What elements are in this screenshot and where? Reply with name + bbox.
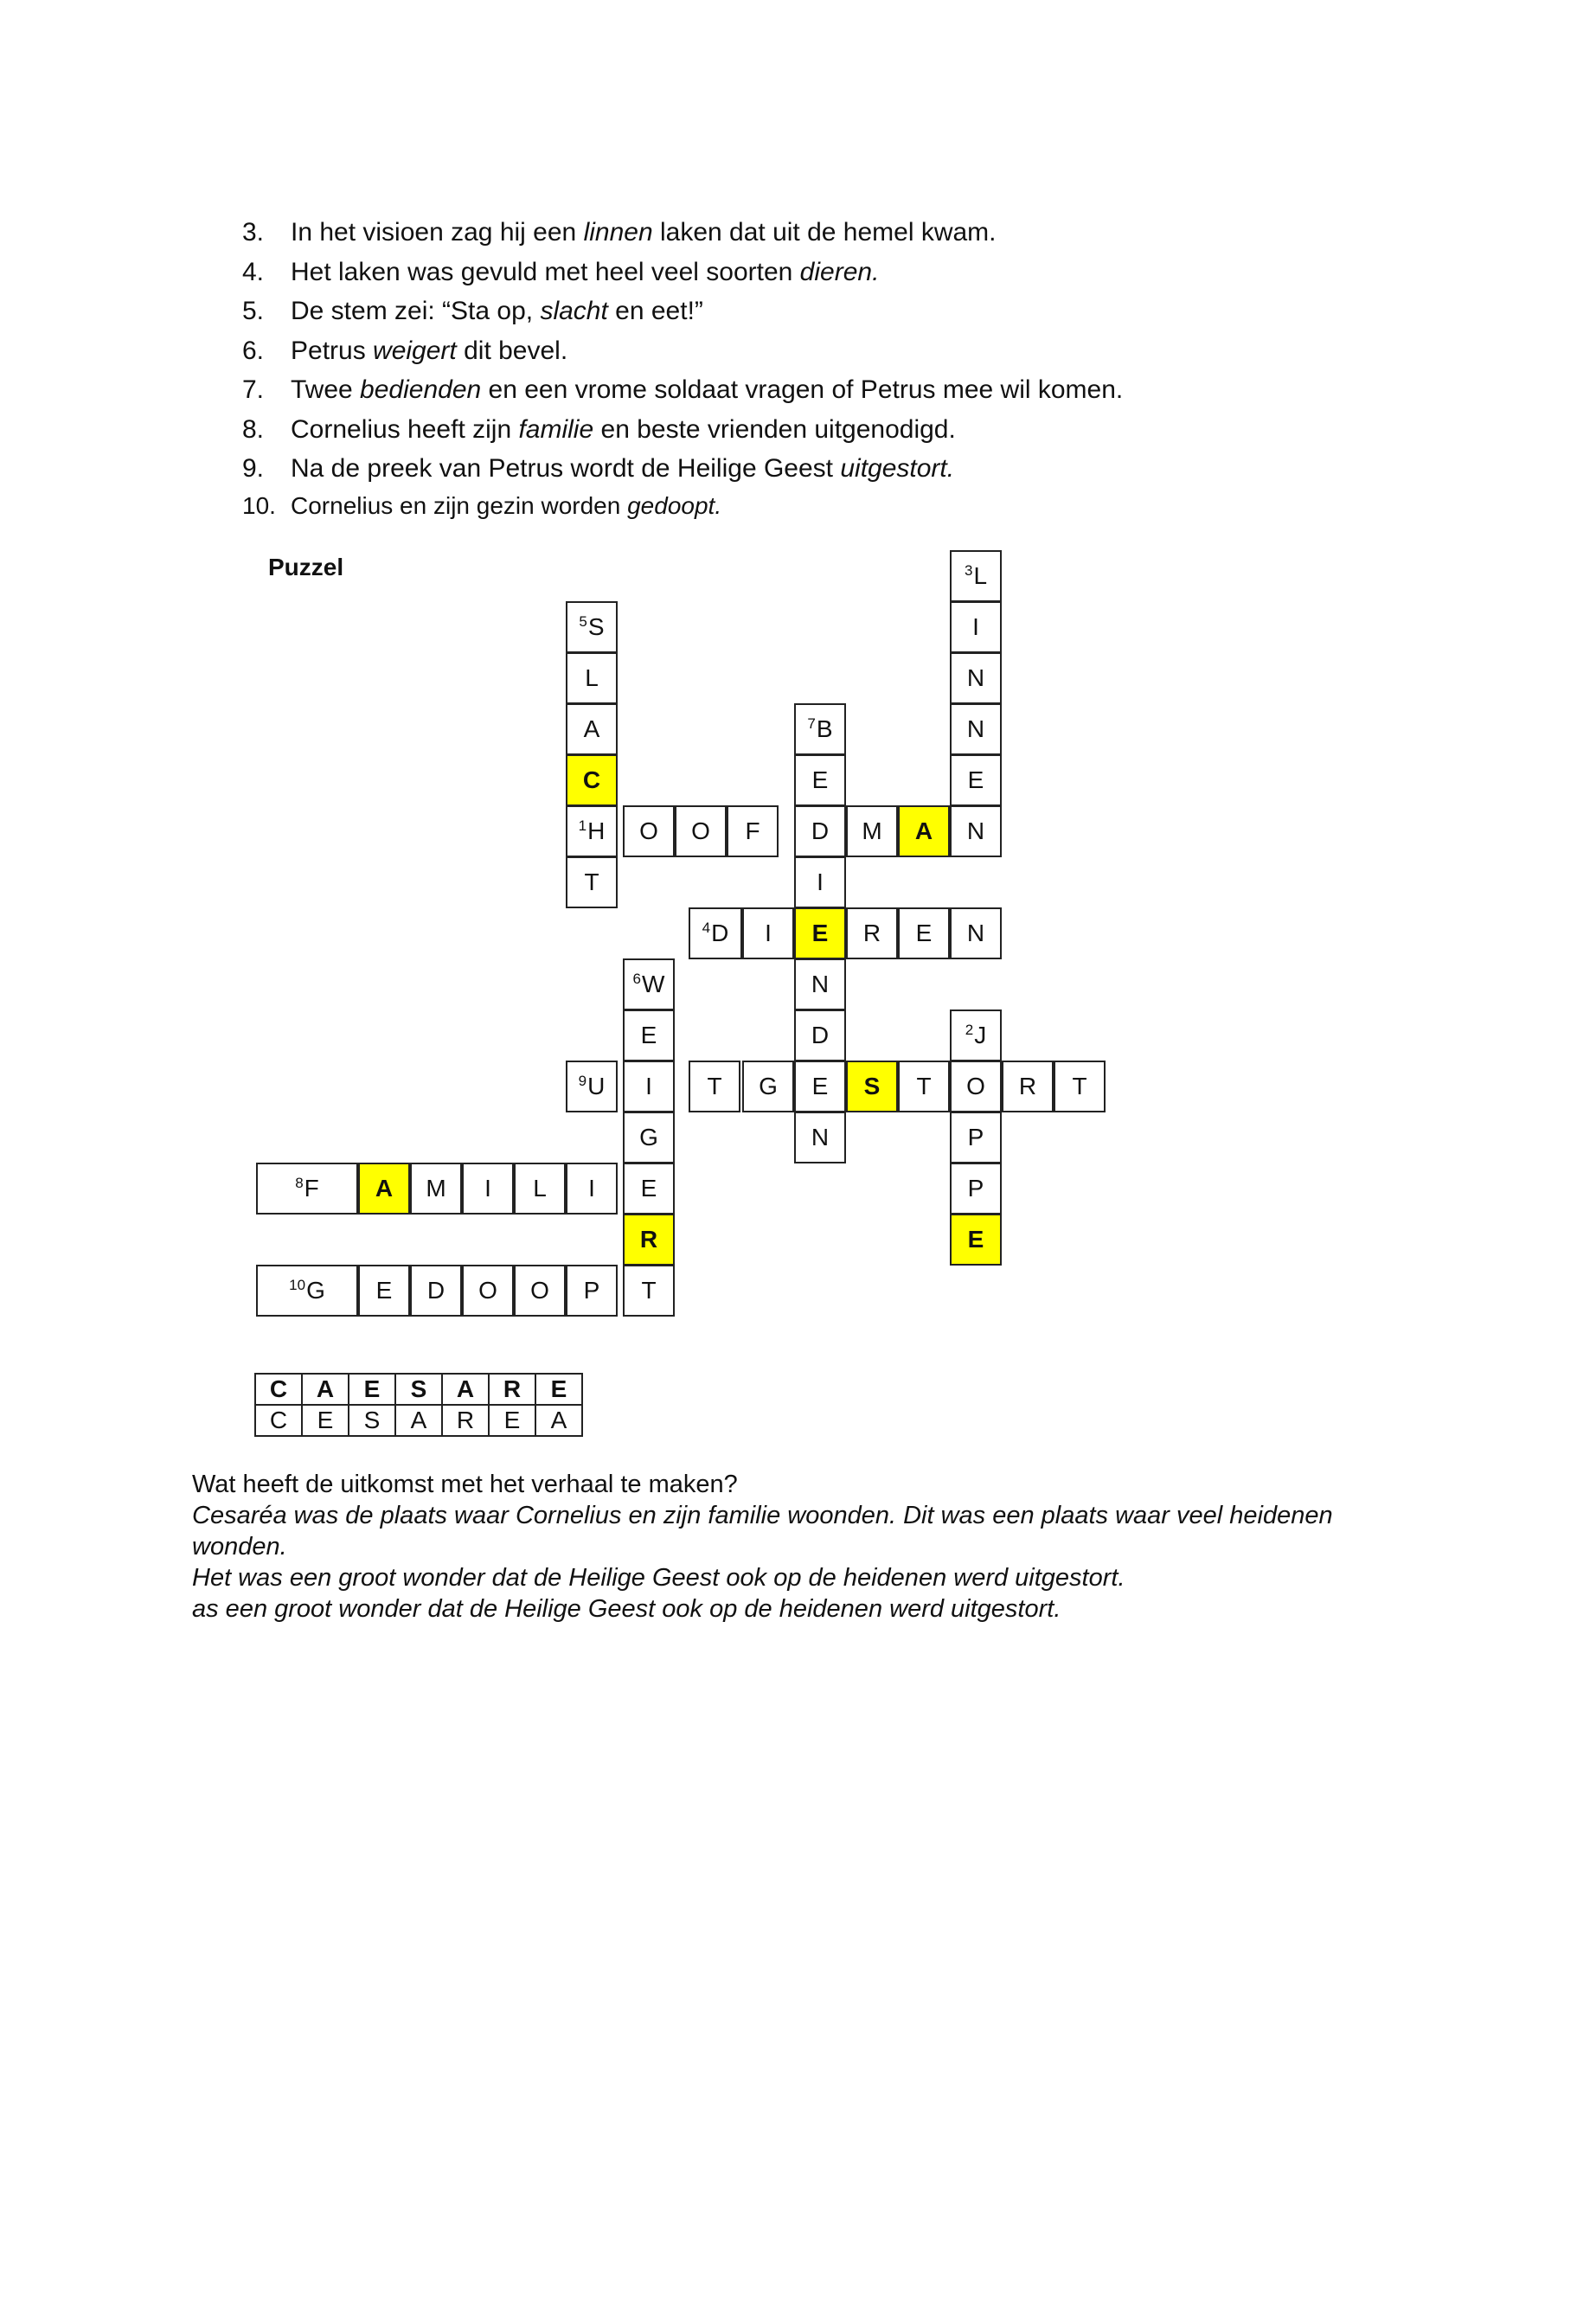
cell-letter: D — [426, 1277, 445, 1304]
crossword-cell — [727, 805, 779, 857]
crossword-cell — [794, 1112, 846, 1163]
crossword-cell — [950, 805, 1002, 857]
cell-letter: L — [533, 1175, 547, 1202]
clue-item: 4. Het laken was gevuld met heel veel soorten dieren. — [242, 257, 880, 286]
crossword-cell — [794, 805, 846, 857]
cell-letter: T — [641, 1277, 657, 1304]
cell-letter: M — [862, 817, 882, 844]
crossword-cell — [410, 1265, 462, 1317]
cell-letter: D — [811, 817, 830, 844]
crossword-cell — [514, 1163, 566, 1215]
cell-letter: B — [816, 715, 833, 742]
crossword-cell — [675, 805, 727, 857]
crossword-cell — [846, 1061, 898, 1112]
crossword-cell — [623, 1163, 675, 1215]
answer-letter: A — [395, 1405, 442, 1436]
answer-letter: A — [302, 1374, 349, 1405]
cell-letter: O — [530, 1277, 549, 1304]
cell-letter: I — [972, 613, 979, 640]
cell-letter: N — [966, 664, 985, 691]
clue-number: 1 — [578, 817, 587, 834]
cell-letter: T — [707, 1073, 722, 1099]
cell-letter: G — [639, 1124, 658, 1150]
cell-letter: I — [645, 1073, 652, 1099]
clue-list — [242, 213, 1123, 523]
crossword-cell — [566, 652, 618, 704]
crossword-cell — [950, 703, 1002, 755]
question-text: Wat heeft de uitkomst met het verhaal te maken? — [192, 1471, 738, 1498]
cell-letter: L — [973, 562, 988, 589]
cell-letter: E — [375, 1277, 393, 1304]
cell-letter: E — [811, 1073, 829, 1099]
crossword-cell — [1054, 1061, 1106, 1112]
answer-letter: A — [442, 1374, 489, 1405]
cell-letter: U — [587, 1073, 606, 1099]
answer-letter: C — [255, 1374, 302, 1405]
clue-number: 5 — [579, 613, 587, 630]
crossword-cell — [950, 1112, 1002, 1163]
clue-number: 10 — [289, 1277, 306, 1293]
answer-letter: A — [535, 1405, 582, 1436]
answer-line: as een groot wonder dat de Heilige Geest ook op de heidenen werd uitgestort. — [192, 1595, 1061, 1623]
crossword-cell — [566, 1163, 618, 1215]
cell-letter: R — [862, 920, 881, 946]
answer-table — [254, 1373, 583, 1437]
crossword-cell — [950, 652, 1002, 704]
cell-letter: D — [711, 920, 729, 946]
crossword-cell — [742, 1061, 794, 1112]
crossword-cell — [462, 1163, 514, 1215]
crossword-cell — [623, 805, 675, 857]
crossword-cell — [898, 1061, 950, 1112]
answer-letter: S — [395, 1374, 442, 1405]
cell-letter: C — [582, 766, 601, 793]
cell-letter: E — [915, 920, 933, 946]
cell-letter: T — [916, 1073, 932, 1099]
crossword-cell — [410, 1163, 462, 1215]
cell-letter: L — [585, 664, 599, 691]
crossword-cell — [623, 1009, 675, 1061]
cell-letter: N — [811, 971, 830, 997]
cell-letter: R — [639, 1226, 658, 1253]
answer-line: Het was een groot wonder dat de Heilige Geest ook op de heidenen werd uitgestort. — [192, 1564, 1125, 1592]
cell-letter: A — [583, 715, 600, 742]
cell-letter: R — [1018, 1073, 1037, 1099]
cell-letter: P — [967, 1124, 984, 1150]
clue-item: 10. Cornelius en zijn gezin worden gedoopt. — [242, 491, 722, 519]
cell-letter: F — [304, 1175, 319, 1202]
answer-row-bottom — [255, 1405, 582, 1436]
crossword-cell — [846, 805, 898, 857]
crossword-cell — [794, 907, 846, 959]
cell-letter: O — [691, 817, 710, 844]
answer-letter: R — [442, 1405, 489, 1436]
crossword-cell — [566, 601, 618, 653]
crossword-cell — [689, 907, 742, 959]
answer-row-top — [255, 1374, 582, 1405]
crossword-cell — [950, 754, 1002, 806]
crossword-cell — [794, 703, 846, 755]
crossword-cell — [794, 1009, 846, 1061]
crossword-cell — [794, 754, 846, 806]
crossword-cell — [742, 907, 794, 959]
cell-letter: T — [1072, 1073, 1087, 1099]
cell-letter: T — [584, 868, 599, 895]
crossword-cell — [623, 1061, 675, 1112]
crossword-cell — [566, 754, 618, 806]
answer-letter: E — [349, 1374, 395, 1405]
clue-number: 9 — [578, 1073, 587, 1089]
clue-number: 3 — [964, 562, 973, 579]
cell-letter: O — [639, 817, 658, 844]
cell-letter: I — [484, 1175, 491, 1202]
cell-letter: P — [967, 1175, 984, 1202]
cell-letter: N — [966, 920, 985, 946]
answer-letter: E — [489, 1405, 535, 1436]
crossword-cell — [256, 1163, 358, 1215]
cell-letter: E — [967, 1226, 984, 1253]
crossword-cell — [623, 1214, 675, 1266]
cell-letter: W — [642, 971, 665, 997]
answer-line: Cesaréa was de plaats waar Cornelius en zijn familie woonden. Dit was een plaats waar veel heidenen wonden. — [192, 1502, 1333, 1561]
crossword-cell — [846, 907, 898, 959]
crossword-cell — [898, 805, 950, 857]
crossword-cell — [950, 1009, 1002, 1061]
crossword-cell — [950, 1214, 1002, 1266]
crossword-cell — [462, 1265, 514, 1317]
crossword-cell — [950, 550, 1002, 602]
cell-letter: S — [587, 613, 605, 640]
crossword-cell — [358, 1265, 410, 1317]
cell-letter: O — [478, 1277, 497, 1304]
answer-letter: R — [489, 1374, 535, 1405]
clue-number: 2 — [965, 1022, 974, 1038]
crossword-cell — [950, 601, 1002, 653]
cell-letter: E — [811, 766, 829, 793]
clue-item: 3. In het visioen zag hij een linnen laken dat uit de hemel kwam. — [242, 218, 997, 247]
crossword-cell — [689, 1061, 740, 1112]
crossword-cell — [950, 907, 1002, 959]
clue-number: 7 — [807, 715, 816, 732]
cell-letter: H — [587, 817, 606, 844]
cell-letter: P — [583, 1277, 600, 1304]
answer-letter: E — [535, 1374, 582, 1405]
crossword-cell — [794, 958, 846, 1010]
cell-letter: G — [306, 1277, 325, 1304]
clue-item: 5. De stem zei: “Sta op, slacht en eet!” — [242, 297, 703, 325]
cell-letter: D — [811, 1022, 830, 1048]
cell-letter: N — [966, 817, 985, 844]
cell-letter: N — [966, 715, 985, 742]
cell-letter: E — [811, 920, 829, 946]
crossword-cell — [514, 1265, 566, 1317]
cell-letter: O — [966, 1073, 985, 1099]
cell-letter: N — [811, 1124, 830, 1150]
clue-item: 6. Petrus weigert dit bevel. — [242, 336, 568, 365]
crossword-cell — [358, 1163, 410, 1215]
crossword-cell — [566, 1061, 618, 1112]
crossword-cell — [566, 856, 618, 908]
crossword-cell — [566, 703, 618, 755]
cell-letter: G — [759, 1073, 778, 1099]
cell-letter: F — [745, 817, 760, 844]
crossword-cell — [566, 1265, 618, 1317]
crossword-cell — [1002, 1061, 1054, 1112]
cell-letter: E — [967, 766, 984, 793]
cell-letter: E — [640, 1022, 657, 1048]
cell-letter: J — [974, 1022, 987, 1048]
crossword-cell — [623, 1265, 675, 1317]
crossword-cell — [794, 1061, 846, 1112]
cell-letter: I — [765, 920, 772, 946]
clue-item: 8. Cornelius heeft zijn familie en beste vrienden uitgenodigd. — [242, 414, 956, 444]
crossword-cell — [898, 907, 950, 959]
crossword-cell — [256, 1265, 358, 1317]
clue-item: 9. Na de preek van Petrus wordt de Heilige Geest uitgestort. — [242, 454, 955, 483]
answer-letter: S — [349, 1405, 395, 1436]
crossword-cell — [623, 958, 675, 1010]
clue-number: 4 — [702, 920, 711, 936]
cell-letter: I — [817, 868, 824, 895]
cell-letter: M — [426, 1175, 446, 1202]
cell-letter: A — [914, 817, 933, 844]
cell-letter: A — [375, 1175, 394, 1202]
crossword-cell — [950, 1163, 1002, 1215]
crossword-cell — [566, 805, 618, 857]
cell-letter: I — [588, 1175, 595, 1202]
crossword-cell — [950, 1061, 1002, 1112]
clue-number: 6 — [632, 971, 642, 987]
cell-letter: E — [640, 1175, 657, 1202]
puzzel-title: Puzzel — [268, 554, 344, 580]
cell-letter: S — [863, 1073, 881, 1099]
clue-number: 8 — [295, 1175, 304, 1191]
answer-text — [192, 1500, 1420, 1625]
answer-letter: E — [302, 1405, 349, 1436]
answer-letter: C — [255, 1405, 302, 1436]
crossword-cell — [794, 856, 846, 908]
crossword-cell — [623, 1112, 675, 1163]
clue-item: 7. Twee bedienden en een vrome soldaat vragen of Petrus mee wil komen. — [242, 375, 1124, 404]
